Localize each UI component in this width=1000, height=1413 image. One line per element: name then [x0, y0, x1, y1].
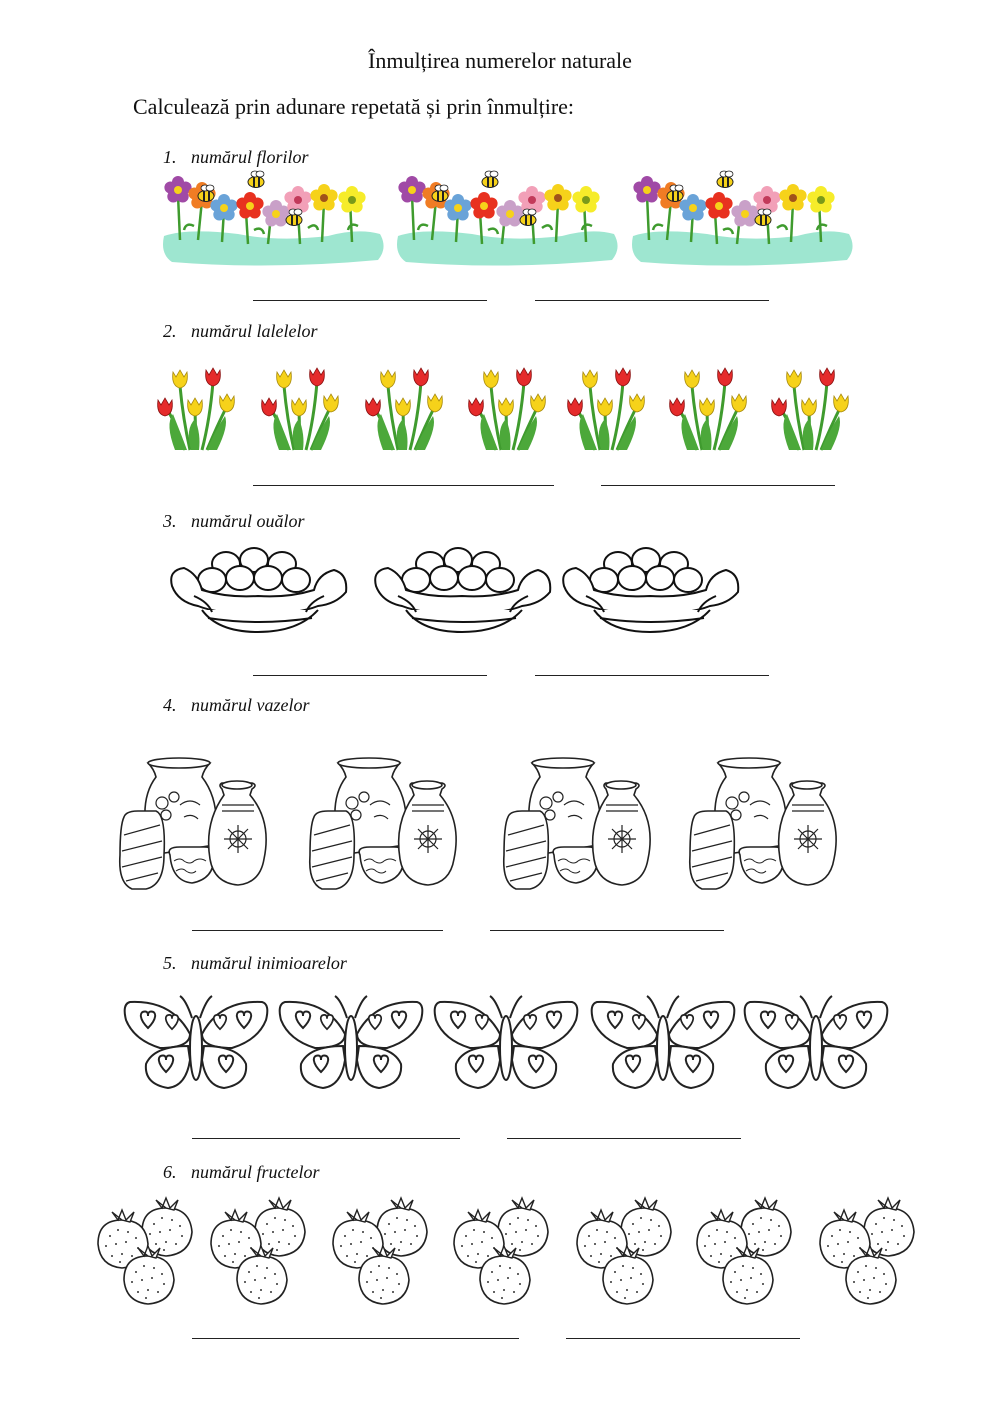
- answer-line-addition[interactable]: [253, 485, 554, 486]
- flower-garden-group: [158, 170, 386, 270]
- vase-group: [118, 755, 278, 893]
- tulip-bunch: [155, 364, 240, 452]
- tulip-bunch: [565, 364, 650, 452]
- egg-basket: [372, 540, 552, 637]
- flower-garden-group: [627, 170, 855, 270]
- strawberry-group: [818, 1200, 916, 1306]
- answer-line-addition[interactable]: [192, 1338, 519, 1339]
- question-3-label: 3. numărul ouălor: [163, 511, 305, 531]
- tulip-bunch: [769, 364, 854, 452]
- tulip-bunch: [466, 364, 551, 452]
- vase-group: [308, 755, 468, 893]
- vase-group: [688, 755, 848, 893]
- tulip-bunch: [667, 364, 752, 452]
- strawberry-group: [209, 1200, 307, 1306]
- answer-line-multiplication[interactable]: [535, 300, 769, 301]
- question-1-label: 1. numărul florilor: [163, 147, 309, 167]
- strawberry-group: [575, 1200, 673, 1306]
- question-5-label: 5. numărul inimioarelor: [163, 953, 347, 973]
- butterfly: [587, 990, 739, 1092]
- tulip-bunch: [259, 364, 344, 452]
- flower-garden-group: [392, 170, 620, 270]
- answer-line-multiplication[interactable]: [490, 930, 724, 931]
- egg-basket: [168, 540, 348, 637]
- butterfly: [120, 990, 272, 1092]
- strawberry-group: [96, 1200, 194, 1306]
- strawberry-group: [695, 1200, 793, 1306]
- question-4-label: 4. numărul vazelor: [163, 695, 310, 715]
- question-6-label: 6. numărul fructelor: [163, 1162, 320, 1182]
- answer-line-multiplication[interactable]: [507, 1138, 741, 1139]
- answer-line-addition[interactable]: [253, 675, 487, 676]
- answer-line-addition[interactable]: [192, 930, 443, 931]
- answer-line-multiplication[interactable]: [566, 1338, 800, 1339]
- instruction: Calculează prin adunare repetată și prin înmulțire:: [133, 94, 575, 119]
- egg-basket: [560, 540, 740, 637]
- strawberry-group: [331, 1200, 429, 1306]
- tulip-bunch: [363, 364, 448, 452]
- vase-group: [502, 755, 662, 893]
- answer-line-addition[interactable]: [253, 300, 487, 301]
- butterfly: [275, 990, 427, 1092]
- butterfly: [740, 990, 892, 1092]
- question-2-label: 2. numărul lalelelor: [163, 321, 318, 341]
- page-title: Înmulțirea numerelor naturale: [368, 48, 632, 73]
- answer-line-multiplication[interactable]: [601, 485, 835, 486]
- answer-line-multiplication[interactable]: [535, 675, 769, 676]
- strawberry-group: [452, 1200, 550, 1306]
- butterfly: [430, 990, 582, 1092]
- answer-line-addition[interactable]: [192, 1138, 460, 1139]
